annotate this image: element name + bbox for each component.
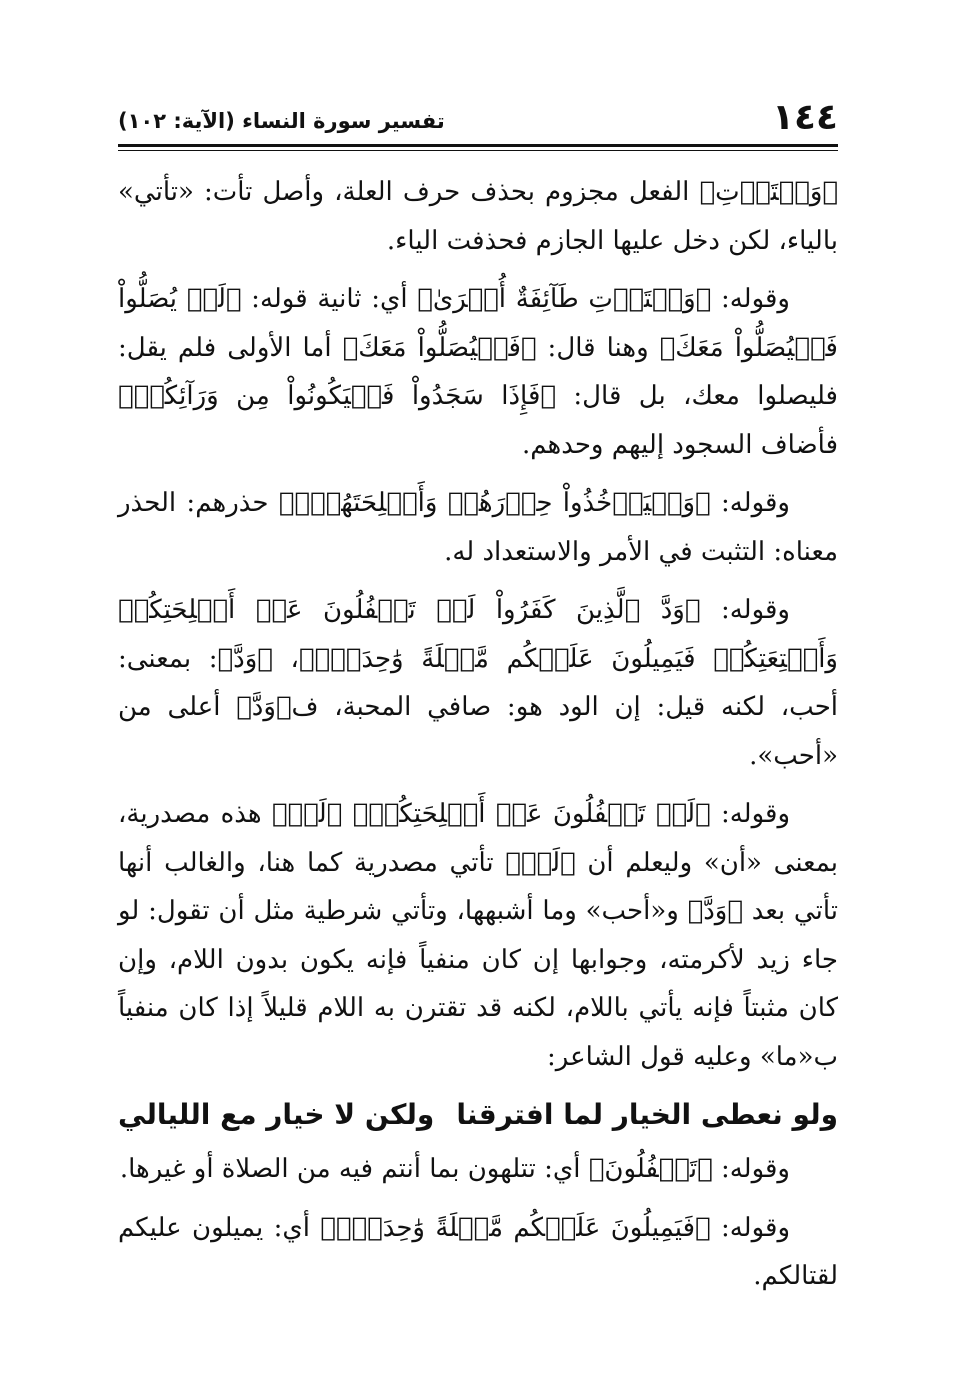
header-rule-thick [118,144,838,147]
paragraph: وقوله: ﴿وَلۡتَأۡتِ طَآئِفَةٌ أُخۡرَىٰ﴾ أي: ثانية قوله: ﴿لَمۡ يُصَلُّواْ فَلۡيُصَلُّواْ مَعَكَ﴾ وهنا قال: ﴿فَلۡيُصَلُّواْ مَعَكَ﴾ أما الأولى فلم يقل: فليصلوا معك، بل قال: ﴿فَإِذَا سَجَدُواْ فَلۡيَكُونُواْ مِن وَرَآئِكُمۡ﴾ فأضاف السجود إليهم وحدهم. [118,284,838,460]
page-number: ١٤٤ [772,97,838,138]
running-title: تفسير سورة النساء (الآية: ١٠٢) [118,109,445,133]
poem-verse [118,1091,838,1139]
paragraph: ﴿وَلۡتَأۡتِ﴾ الفعل مجزوم بحذف حرف العلة، وأصل تأت: «تأتي» بالياء، لكن دخل عليها الجازم فحذفت الياء. [118,177,838,256]
poem-second-hemistich: ولكن لا خيار مع الليالي [118,1098,435,1131]
page-body [118,168,838,1311]
paragraph: وقوله: ﴿تَغۡفُلُونَ﴾ أي: تتلهون بما أنتم فيه من الصلاة أو غيرها. [119,1154,790,1184]
paragraph: وقوله: ﴿فَيَمِيلُونَ عَلَيۡكُم مَّيۡلَةً وَٰحِدَةًۚ﴾ أي: يميلون عليكم لقتالكم. [118,1212,838,1291]
page-header [118,98,838,142]
paragraph: وقوله: ﴿وَلۡيَأۡخُذُواْ حِذۡرَهُمۡ وَأَسۡلِحَتَهُمۡۗ﴾ حذرهم: الحذر معناه: التثبت في الأمر والاستعداد له. [118,488,838,567]
paragraph: وقوله: ﴿لَوۡ تَغۡفُلُونَ عَنۡ أَسۡلِحَتِكُمۡ﴾ ﴿لَوۡ﴾ هذه مصدرية، بمعنى «أن» وليعلم أن ﴿لَوۡ﴾ تأتي مصدرية كما هنا، والغالب أنها تأتي بعد ﴿وَدَّ﴾ و«أحب» وما أشبهها، وتأتي شرطية مثل أن تقول: لو جاء زيد لأكرمته، وجوابها إن كان منفياً فإنه يكون بدون اللام، وإن كان مثبتاً فإنه يأتي باللام، لكنه قد تقترن به اللام قليلاً إذا كان منفياً ب«ما» وعليه قول الشاعر: [118,799,838,1072]
header-rule-thin [118,150,838,151]
paragraph: وقوله: ﴿وَدَّ ٱلَّذِينَ كَفَرُواْ لَوۡ تَغۡفُلُونَ عَنۡ أَسۡلِحَتِكُمۡ وَأَمۡتِعَتِكُمۡ فَيَمِيلُونَ عَلَيۡكُم مَّيۡلَةً وَٰحِدَةًۚ﴾، ﴿وَدَّ﴾: بمعنى: أحب، لكنه قيل: إن الود هو: صافي المحبة، ف﴿وَدَّ﴾ أعلى من «أحب». [118,595,838,771]
poem-first-hemistich: ولو نعطى الخيار لما افترقنا [456,1098,838,1131]
